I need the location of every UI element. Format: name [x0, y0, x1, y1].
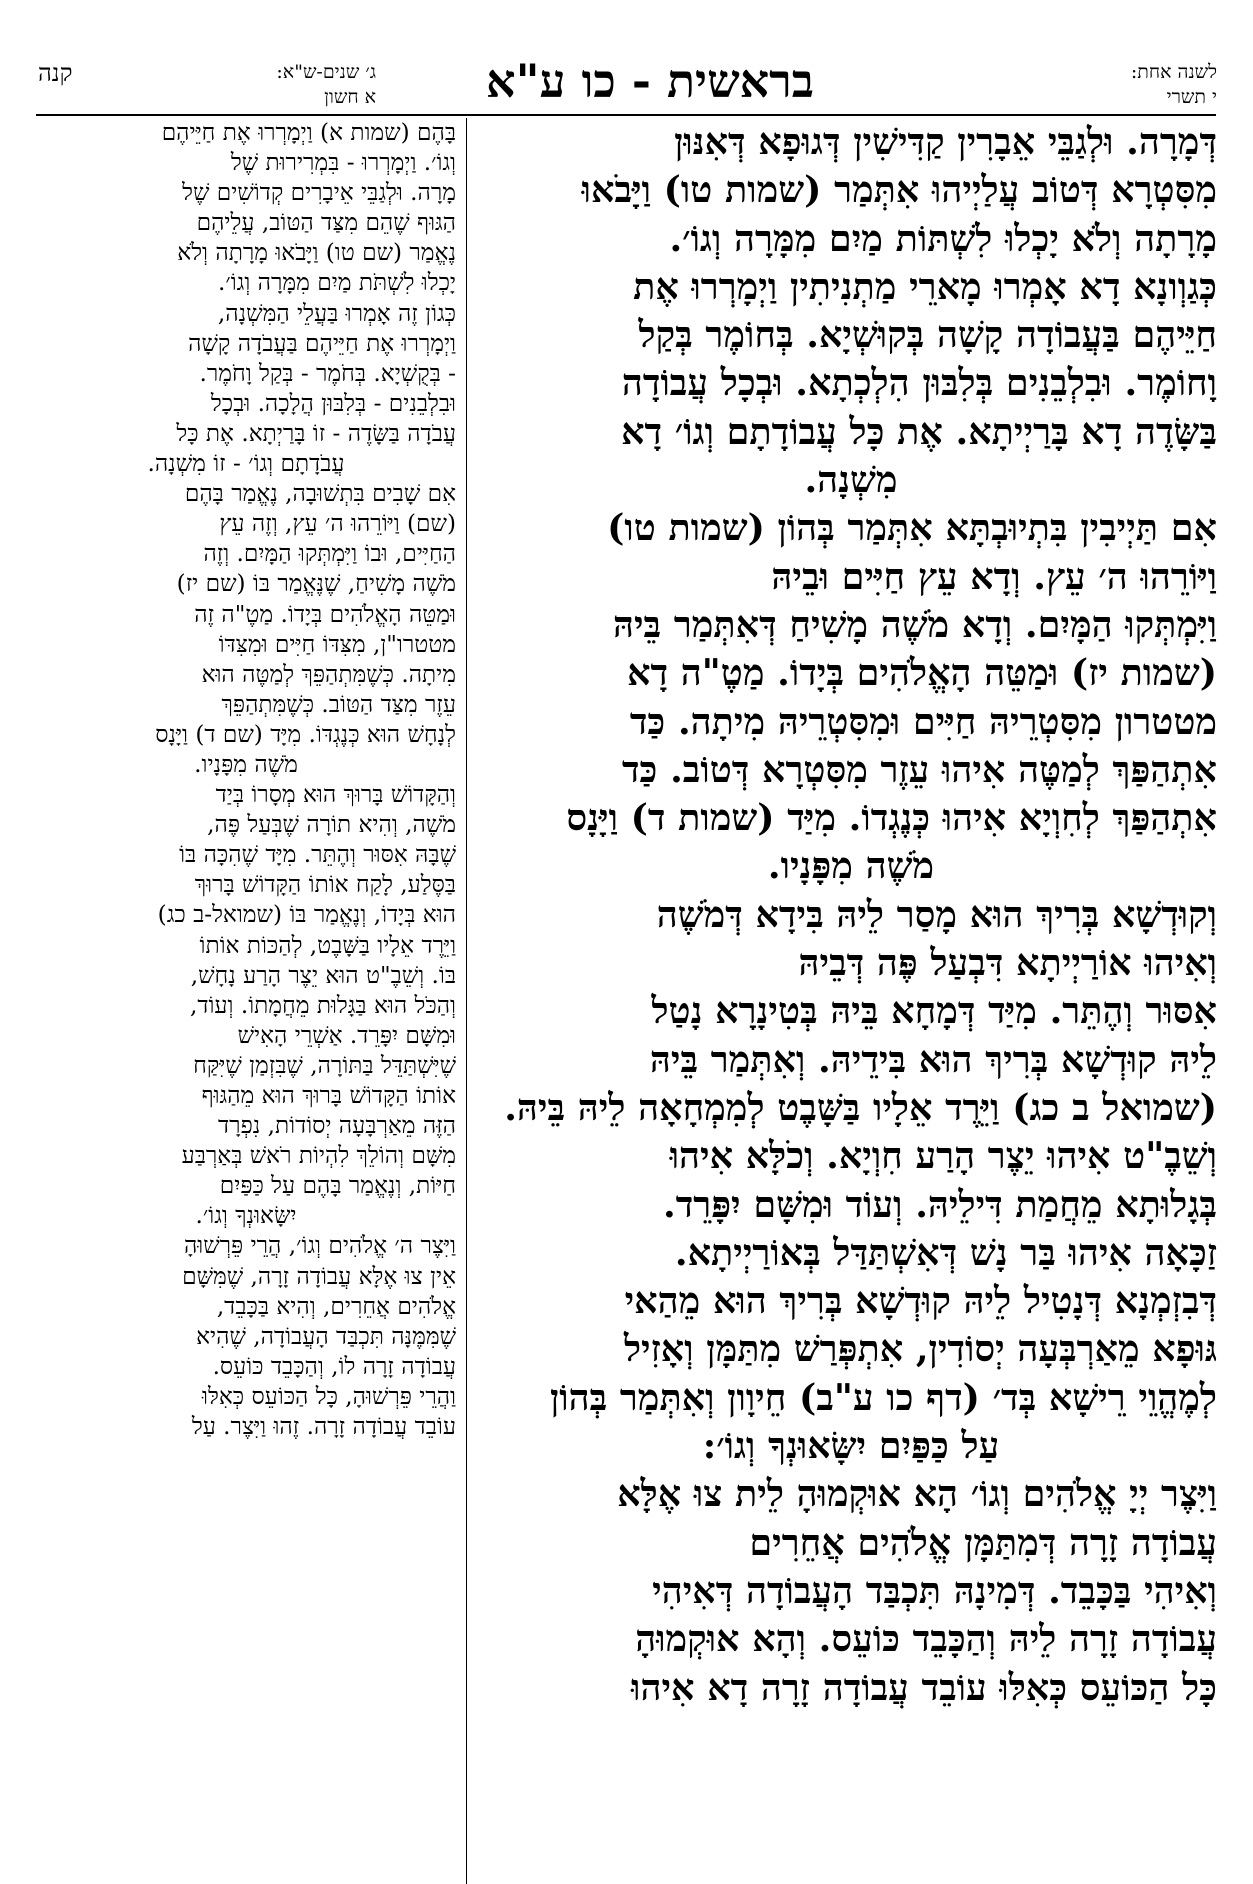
text-line: אִם שָׁבִים בִּתְשׁוּבָה, נֶאֱמַר בָּהֶם — [184, 480, 456, 508]
text-line: מֹשֶׁה, וְהִיא תוֹרָה שֶׁבְּעַל פֶּה, — [207, 811, 456, 839]
text-line: מֹשֶׁה מִפָּנָיו. — [767, 844, 935, 888]
text-line: הוּא בְּיָדוֹ, וְנֶאֱמַר בּוֹ (שמואל-ב כג) — [157, 901, 456, 929]
header-schedule-date: א חשון — [324, 86, 376, 108]
text-line: שֶׁמִּמֶּנָּה תִּכְבַּד הָעֲבוֹדָה, שֶׁהִיא — [196, 1322, 456, 1350]
text-line: דְּבִזְמְנָא דְּנָטִיל לֵיהּ קוּדְשָׁא בְּרִיךְ הוּא מֵהַאי — [624, 1279, 1217, 1323]
header-schedule-label: לשנה אחת: — [1130, 61, 1217, 83]
text-line: עֲבוֹדָה זָרָה לֵיהּ וְהַכָּבֵד כּוֹעֵס. וְהָא אוּקְמוּהָ — [635, 1617, 1217, 1661]
text-line: וּמַטֵּה הָאֱלֹהִים בְּיָדוֹ. מַטֶ"ה זֶה — [194, 600, 456, 628]
text-line: בּוֹ. וְשֵׁבֶ"ט הוּא יֵצֶר הָרַע נָחָשׁ, — [190, 961, 456, 989]
text-line: זַכָּאָה אִיהוּ בַּר נָשׁ דְּאִשְׁתַּדַּל בְּאוֹרַיְיתָא. — [674, 1230, 1217, 1274]
text-line: חַיֵּיהֶם בַּעֲבוֹדָה קָשָׁה בְּקוּשְׁיָא. בְּחוֹמֶר בְּקַל — [638, 313, 1217, 357]
main-text-column — [485, 118, 1217, 1880]
text-line: עֲבֹדָה בַּשָּׂדֶה - זוֹ בָּרַיְתָא. אֶת כָּל — [176, 419, 456, 447]
text-line: אֱלֹהִים אֲחֵרִים, וְהִיא בַּכָּבֵד, — [216, 1292, 456, 1320]
text-line: שֶׁבָּהּ אִסּוּר וְהֶתֵּר. מִיָּד שֶׁהִכָּה בּוֹ — [179, 841, 456, 869]
text-line: מֹשֶׁה מִפָּנָיו. — [194, 750, 298, 778]
text-line: בַּשָּׂדֶה דָא בָּרַיְיתָא. אֶת כָּל עֲבוֹדָתָם וְגוֹ׳ דָא — [621, 409, 1217, 453]
text-line: חַיּוֹת, וְנֶאֱמַר בָּהֶם עַל כַּפַּיִם — [219, 1172, 456, 1200]
text-line: יִשָּׂאוּנְךָ וְגוֹ׳. — [195, 1202, 297, 1230]
text-line: מִשְׁנָה. — [804, 458, 898, 502]
text-line: מָרָתָה וְלֹא יָכְלוּ לִשְׁתּוֹת מַיִם מִמָּרָה וְגוֹ׳. — [669, 216, 1217, 260]
text-line: (שמואל ב כג) וַיֵּרֶד אֵלָיו בַּשָּׁבֶט לְמִמְחָאָה לֵיהּ בֵּיהּ. — [504, 1085, 1217, 1129]
text-line: עֲבֹדָתָם וְגוֹ׳ - זוֹ מִשְׁנָה. — [147, 450, 345, 478]
text-line: אוֹתוֹ הַקָּדוֹשׁ בָּרוּךְ הוּא מֵהַגּוּף — [201, 1082, 456, 1109]
text-line: וַיֵּרֶד אֵלָיו בַּשָּׁבֶט, לְהַכּוֹת אוֹתוֹ — [199, 931, 456, 959]
text-line: כְּגַוְונָא דָא אָמְרוּ מָארֵי מַתְנִיתִין וַיְמָרְרוּ אֶת — [633, 264, 1217, 308]
page-title: בראשית - כו ע"א — [486, 54, 814, 108]
text-line: הַזֶּה מֵאַרְבָּעָה יְסוֹדוֹת, נִפְרָד — [218, 1112, 456, 1140]
text-line: לְמֶהֱוֵי רֵישָׁא בְּד׳ (דף כו ע"ב) חֵיוָון וְאִתְּמַר בְּהוֹן — [549, 1375, 1217, 1419]
text-line: וַיְמָרְרוּ אֶת חַיֵּיהֶם בַּעֲבֹדָה קָשָׁה — [188, 329, 456, 357]
page-number: קנה — [38, 59, 73, 87]
header-study-schedule-three-years — [166, 60, 376, 112]
text-line: וְגוֹ׳. וַיְמָרְרוּ - בִּמְרִירוּת שֶׁל — [230, 149, 456, 177]
text-line: עוֹבֵד עֲבוֹדָה זָרָה. זֶהוּ וַיִּצֶר. עַל — [191, 1413, 456, 1441]
text-line: עֵזֶר מִצַּד הַטּוֹב. כְּשֶׁמִּתְהַפֵּךְ — [221, 690, 456, 718]
text-line: אִתְהַפַּךְ לְחִוְיָא אִיהוּ כְּנֶגְדוֹ. מִיַּד (שמות ד) וַיָּנָס — [566, 796, 1217, 840]
text-line: וְהַכֹּל הוּא בַּגָּלוּת מֵחֲמָתוֹ. וְעוֹד, — [189, 991, 456, 1019]
header-schedule-label: ג׳ שנים-ש"א: — [276, 61, 376, 83]
text-line: הַחַיִּים, וּבוֹ וַיִּמְתְּקוּ הַמָּיִם. וְזֶה — [203, 540, 456, 568]
text-line: מִסִּטְרָא דְּטוֹב עֲלַיְיהוּ אִתְּמַר (שמות טו) וַיָּבֹאוּ — [581, 168, 1217, 212]
text-line: וַיִּצֶר ה׳ אֱלֹהִים וְגוֹ׳, הֲרֵי פֵּרְשׁוּהָ — [183, 1232, 456, 1260]
text-line: וְאִיהוּ אוֹרַיְיתָא דִּבְעַל פֶּה דְּבֵיהּ — [798, 941, 1217, 985]
text-line: גּוּפָא מֵאַרְבְּעָה יְסוֹדִין, אִתְפְּרַשׁ מִתַּמָּן וְאָזִיל — [623, 1327, 1217, 1371]
text-line: בַּסֶּלַע, לָקַח אוֹתוֹ הַקָּדוֹשׁ בָּרוּךְ — [194, 871, 456, 899]
text-line: וַהֲרֵי פֵּרְשׁוּהָ, כָּל הַכּוֹעֵס כְּאִלּוּ — [202, 1382, 456, 1410]
text-line: כְּגוֹן זֶה אָמְרוּ בַּעֲלֵי הַמִּשְׁנָה, — [217, 299, 456, 327]
text-line: מטטרון מִסִּטְרֵיהּ חַיִּים וּמִסִּטְרֵיהּ מִיתָה. כַּד — [629, 699, 1217, 743]
header-schedule-date: י תשרי — [1166, 86, 1217, 108]
column-divider — [466, 118, 467, 1884]
text-line: וְשֵׁבֶ"ט אִיהוּ יֵצֶר הָרַע חִוְיָא. וְכֹלָּא אִיהוּ — [669, 1134, 1217, 1178]
text-line: עַל כַּפַּיִם יִשָּׂאוּנְךָ וְגוֹ׳: — [702, 1424, 1000, 1468]
text-line: עֲבוֹדָה זָרָה דְּמִתַּמָּן אֱלֹהִים אֲחֵרִים — [749, 1520, 1217, 1564]
text-line: בָּהֶם (שמות א) וַיְמָרְרוּ אֶת חַיֵּיהֶם — [161, 119, 456, 146]
text-line: מִיתָה. כְּשֶׁמִּתְהַפֵּךְ לְמַטֶּה הוּא — [201, 660, 456, 688]
text-line: הַגּוּף שֶׁהֵם מִצַּד הַטּוֹב, עֲלֵיהֶם — [196, 209, 456, 237]
text-line: וּמִשָּׁם יִפָּרֵד. אַשְׁרֵי הָאִישׁ — [237, 1021, 456, 1049]
text-line: וְקוּדְשָׁא בְּרִיךְ הוּא מָסַר לֵיהּ בִּידָא דְּמֹשֶׁה — [656, 892, 1217, 936]
text-line: וַיִּמְתְּקוּ הַמָּיִם. וְדָא מֹשֶׁה מָשִׁיחַ דְּאִתְּמַר בֵּיהּ — [612, 602, 1217, 646]
text-line: אֵין צוּ אֶלָּא עֲבוֹדָה זָרָה, שֶׁמִּשָּׁם — [182, 1262, 456, 1290]
text-line: (שם) וַיּוֹרֵהוּ ה׳ עֵץ, וְזֶה עֵץ — [219, 510, 456, 538]
text-line: וְהַקָּדוֹשׁ בָּרוּךְ הוּא מְסָרוֹ בְּיַד — [215, 781, 456, 809]
text-line: כָּל הַכּוֹעֵס כְּאִלּוּ עוֹבֵד עֲבוֹדָה זָרָה דָא אִיהוּ — [631, 1665, 1217, 1709]
text-line: וְאִיהִי בַּכָּבֵד. דְּמִינָהּ תִּכְבַּד הָעֲבוֹדָה דְּאִיהִי — [652, 1568, 1217, 1612]
text-line: מטטרו"ן, מִצִּדּוֹ חַיִּים וּמִצִּדּוֹ — [218, 630, 456, 658]
text-line: אִסּוּר וְהֶתֵּר. מִיַּד דְּמָחָא בֵּיהּ בְּטִינָרָא נָטַל — [651, 989, 1217, 1033]
text-line: לְנָחָשׁ הוּא כְּנֶגְדּוֹ. מִיָּד (שם ד) וַיָּנָס — [155, 720, 456, 748]
text-line: מָרָה. וּלְגַבֵּי אֵיבָרִים קְדוֹשִׁים שֶׁל — [182, 179, 456, 207]
text-line: בְּגָלוּתָא מֵחֲמַת דִּילֵיהּ. וְעוֹד וּמִשָּׁם יִפָּרֵד. — [663, 1182, 1217, 1226]
text-line: - בְּקֻשְׁיָא. בְּחֹמֶר - בְּקַל וָחֹמֶר. — [199, 359, 456, 387]
text-line: וּבִלְבֵנִים - בְּלִבּוּן הֲלָכָה. וּבְכָל — [210, 389, 456, 417]
text-line: עֲבוֹדָה זָרָה לוֹ, וְהַכָּבֵד כּוֹעֵס. — [212, 1352, 456, 1380]
text-line: נֶאֱמַר (שם טו) וַיָּבֹאוּ מָרָתָה וְלֹא — [177, 239, 456, 267]
header-study-schedule-one-year — [997, 60, 1217, 112]
text-line: לֵיהּ קוּדְשָׁא בְּרִיךְ הוּא בִּידֵיהּ. וְאִתְּמַר בֵּיהּ — [649, 1037, 1217, 1081]
text-line: דְּמָרָה. וּלְגַבֵּי אֵבָרִין קַדִּישִׁין דְּגוּפָא דְּאִנּוּן — [674, 120, 1217, 163]
text-line: שֶׁיִּשְׁתַּדֵּל בַּתּוֹרָה, שֶׁבִּזְמַן שֶׁיִּקַּח — [193, 1051, 456, 1079]
text-line: (שמות יז) וּמַטֵּה הָאֱלֹהִים בְּיָדוֹ. מַטֶ"ה דָא — [627, 651, 1217, 695]
translation-column — [36, 118, 456, 1880]
text-line: מִשָּׁם וְהוֹלֵךְ לִהְיוֹת רֹאשׁ בְּאַרְבַּע — [181, 1142, 456, 1170]
text-line: וַיּוֹרֵהוּ ה׳ עֵץ. וְדָא עֵץ חַיִּים וּבֵיהּ — [771, 554, 1217, 598]
text-line: אִם תַּיְיבִין בִּתְיוּבְתָּא אִתְּמַר בְּהוֹן (שמות טו) — [607, 506, 1217, 550]
text-line: וָחוֹמֶר. וּבִלְבֵנִים בְּלִבּוּן הִלְכְתָא. וּבְכָל עֲבוֹדָה — [621, 361, 1217, 405]
header-rule — [36, 114, 1216, 116]
text-line: יָכְלוּ לִשְׁתֹּת מַיִם מִמָּרָה וְגוֹ׳. — [218, 269, 456, 297]
text-line: וַיִּצֶר יְיָ אֱלֹהִים וְגוֹ׳ הָא אוּקְמוּהָ לֵית צוּ אֶלָּא — [617, 1472, 1217, 1516]
text-line: אִתְהַפַּךְ לְמַטֶּה אִיהוּ עֵזֶר מִסִּטְרָא דְּטוֹב. כַּד — [621, 747, 1217, 791]
text-line: מֹשֶׁה מָשִׁיחַ, שֶׁנֶּאֱמַר בּוֹ (שם יז) — [176, 570, 456, 598]
